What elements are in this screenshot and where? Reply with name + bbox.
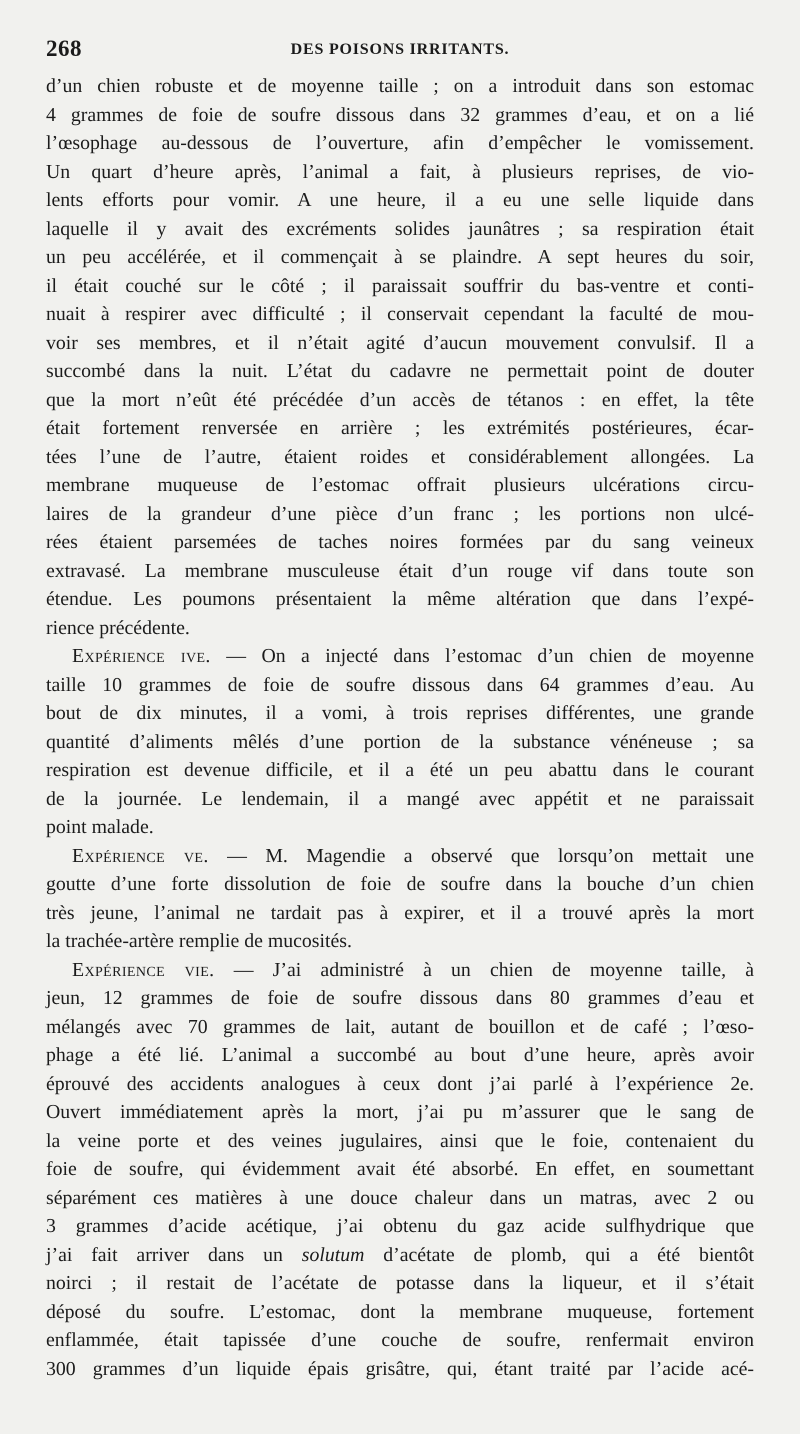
text-line: rées étaient parsemées de taches noires formées par du sang veineux	[46, 531, 754, 553]
text-line: laquelle il y avait des excréments solides jaunâtres ; sa respiration était	[46, 217, 754, 240]
text-line: tées l’une de l’autre, étaient roides et considérablement allongées. La	[46, 445, 754, 468]
solutum-line	[46, 1241, 754, 1270]
text-line: enflammée, était tapissée d’une couche de soufre, renfermait environ	[46, 1329, 754, 1351]
page-header	[46, 28, 754, 68]
text-line: éprouvé des accidents analogues à ceux dont j’ai parlé à l’expérience 2e.	[46, 1072, 754, 1095]
page-number: 268	[46, 36, 82, 61]
text-line: que la mort n’eût été précédée d’un accès de tétanos : en effet, la tête	[46, 388, 754, 411]
text-line: foie de soufre, qui évidemment avait été absorbé. En effet, en soumettant	[46, 1158, 754, 1180]
text-line: noirci ; il restait de l’acétate de potasse dans la liqueur, et il s’était	[46, 1272, 754, 1294]
text-line: il était couché sur le côté ; il paraissait souffrir du bas-ventre et conti-	[46, 274, 754, 297]
text-line: était fortement renversée en arrière ; les extrémités postérieures, écar-	[46, 417, 754, 439]
text-line: phage a été lié. L’animal a succombé au bout d’une heure, après avoir	[46, 1044, 754, 1066]
text-line: d’un chien robuste et de moyenne taille ; on a introduit dans son estomac	[46, 75, 754, 97]
text-line: membrane muqueuse de l’estomac offrait plusieurs ulcérations circu-	[46, 474, 754, 496]
text-line: jeun, 12 grammes de foie de soufre dissous dans 80 grammes d’eau et	[46, 987, 754, 1009]
text-line: laires de la grandeur d’une pièce d’un franc ; les portions non ulcé-	[46, 502, 754, 525]
text-line: mélangés avec 70 grammes de lait, autant de bouillon et de café ; l’œso-	[46, 1015, 754, 1038]
experiment-5-line	[46, 842, 754, 871]
experiment-6-line	[46, 956, 754, 985]
text-line: étendue. Les poumons présentaient la même altération que dans l’expé-	[46, 588, 754, 610]
text-line: l’œsophage au-dessous de l’ouverture, afin d’empêcher le vomissement.	[46, 132, 754, 154]
solutum-italic: solutum	[301, 1243, 365, 1266]
experiment-5-label: Expérience ve.	[72, 844, 209, 867]
solutum-prefix: j’ai fait arriver dans un	[46, 1243, 283, 1266]
experiment-4-line	[46, 642, 754, 671]
text-line: — M. Magendie a observé que lorsqu’on mettait une	[227, 844, 754, 867]
text-line: 3 grammes d’acide acétique, j’ai obtenu du gaz acide sulfhydrique que	[46, 1215, 754, 1237]
text-line: très jeune, l’animal ne tardait pas à expirer, et il a trouvé après la mort	[46, 901, 754, 924]
text-line: 300 grammes d’un liquide épais grisâtre, qui, étant traité par l’acide acé-	[46, 1357, 754, 1380]
body-text	[46, 72, 754, 1383]
text-line: lents efforts pour vomir. A une heure, il a eu une selle liquide dans	[46, 189, 754, 211]
text-line: rience précédente.	[46, 616, 190, 639]
text-line: succombé dans la nuit. L’état du cadavre ne permettait point de douter	[46, 360, 754, 382]
text-line: bout de dix minutes, il a vomi, à trois reprises différentes, une grande	[46, 702, 754, 724]
text-line: respiration est devenue difficile, et il a été un peu abattu dans le courant	[46, 759, 754, 781]
text-line: taille 10 grammes de foie de soufre dissous dans 64 grammes d’eau. Au	[46, 673, 754, 696]
text-line: la veine porte et des veines jugulaires, ainsi que le foie, contenaient du	[46, 1129, 754, 1152]
text-line: 4 grammes de foie de soufre dissous dans 32 grammes d’eau, et on a lié	[46, 103, 754, 126]
experiment-4-label: Expérience ive.	[72, 645, 211, 667]
text-line: — J’ai administré à un chien de moyenne taille, à	[233, 958, 754, 981]
text-line: quantité d’aliments mêlés d’une portion de la substance vénéneuse ; sa	[46, 730, 754, 753]
text-line: voir ses membres, et il n’était agité d’aucun mouvement convulsif. Il a	[46, 331, 754, 354]
text-line: déposé du soufre. L’estomac, dont la membrane muqueuse, fortement	[46, 1300, 754, 1323]
text-line: Un quart d’heure après, l’animal a fait, à plusieurs reprises, de vio-	[46, 160, 754, 183]
running-head: DES POISONS IRRITANTS.	[290, 41, 510, 58]
text-line: la trachée-artère remplie de mucosités.	[46, 930, 352, 952]
text-line: point malade.	[46, 816, 154, 838]
text-line: un peu accélérée, et il commençait à se plaindre. A sept heures du soir,	[46, 246, 754, 268]
experiment-6-label: Expérience vie.	[72, 958, 215, 981]
text-line: goutte d’une forte dissolution de foie de soufre dans la bouche d’un chien	[46, 873, 754, 895]
text-line: d’acétate de plomb, qui a été bientôt	[383, 1243, 754, 1266]
text-line: de la journée. Le lendemain, il a mangé avec appétit et ne paraissait	[46, 787, 754, 810]
text-line: Ouvert immédiatement après la mort, j’ai pu m’assurer que le sang de	[46, 1101, 754, 1123]
text-line: — On a injecté dans l’estomac d’un chien de moyenne	[226, 645, 754, 667]
text-line: nuait à respirer avec difficulté ; il conservait cependant la faculté de mou-	[46, 303, 754, 325]
text-line: extravasé. La membrane musculeuse était d’un rouge vif dans toute son	[46, 559, 754, 582]
text-line: séparément ces matières à une douce chaleur dans un matras, avec 2 ou	[46, 1186, 754, 1209]
